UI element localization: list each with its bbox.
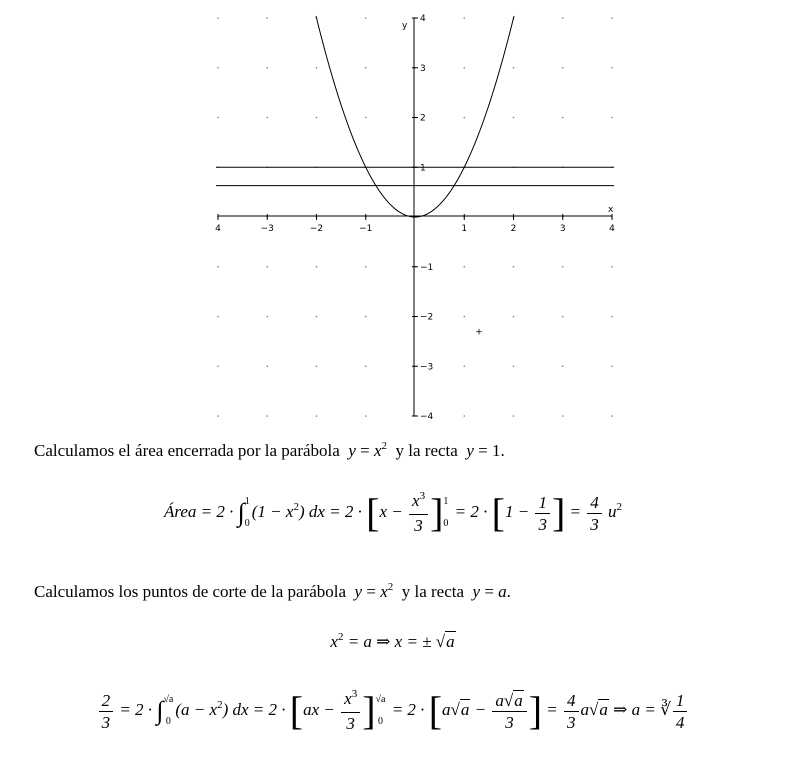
grid-dot (316, 415, 318, 417)
grid-dot (217, 67, 219, 69)
grid-dot (266, 316, 268, 318)
grid-dot (562, 266, 564, 268)
grid-dot (611, 316, 613, 318)
para1-mid: y la recta (395, 441, 458, 460)
y-axis-ticks (412, 14, 434, 422)
parabola-graph (215, 14, 615, 422)
equation-solve-a: $\frac{2}{3}$ = 2 · ∫ √a 0 $(a - x^2)$ dx = 2 · [ax − $\frac{x^3}{3}$ ] √a 0 = 2 · [a√a − $\frac{a√a}{3}$ ] = $\frac{4}{3}$ a√a ⇒ a = ∛ $\frac{1}{4}$ (0, 688, 786, 734)
x-tick-label: 4 (215, 224, 221, 234)
grid-dot (217, 266, 219, 268)
grid-dot (463, 316, 465, 318)
grid-dot (266, 117, 268, 119)
grid-dot (365, 67, 367, 69)
grid-dot (217, 316, 219, 318)
grid-dot (316, 266, 318, 268)
grid-dot (463, 117, 465, 119)
grid-dot (217, 17, 219, 19)
y-tick-label: −2 (420, 312, 434, 323)
grid-dot (611, 266, 613, 268)
grid-dot (611, 17, 613, 19)
grid-dot (365, 117, 367, 119)
x-tick-label: 2 (510, 224, 517, 234)
y-axis-label: y (402, 21, 408, 31)
y-tick-label: 3 (420, 63, 426, 74)
grid-dot (266, 415, 268, 417)
grid-dot (365, 316, 367, 318)
grid-dot (217, 365, 219, 367)
grid-dot (513, 266, 515, 268)
x-tick-label: 4 (609, 224, 615, 234)
grid-dot (217, 415, 219, 417)
grid-dot (513, 415, 515, 417)
para2-mid: y la recta (401, 582, 465, 601)
grid-dot (463, 415, 465, 417)
x-tick-label: −2 (309, 224, 324, 234)
grid-dot (513, 117, 515, 119)
grid-dot (463, 266, 465, 268)
grid-dot (316, 316, 318, 318)
para1-text: Calculamos el área encerrada por la parábola (34, 441, 340, 460)
grid-dot (365, 266, 367, 268)
y-tick-label: −1 (420, 262, 434, 273)
grid-dot (365, 365, 367, 367)
y-tick-label: 4 (420, 14, 426, 24)
grid-dot (562, 117, 564, 119)
x-tick-label: 3 (559, 224, 566, 234)
y-tick-label: −3 (420, 362, 434, 373)
equation-intersection: $x^2 = a$ ⇒ x = ± √a (330, 631, 455, 651)
grid-dot (316, 117, 318, 119)
grid-dot (316, 365, 318, 367)
grid-dot (316, 67, 318, 69)
grid-dot (562, 316, 564, 318)
grid-dot (562, 365, 564, 367)
paragraph-cut-points: Calculamos los puntos de corte de la parábola $y = x^2$ y la recta y = a. (34, 581, 511, 601)
grid-dot (611, 415, 613, 417)
grid-dot (463, 67, 465, 69)
parabola-curve (316, 16, 514, 217)
grid-dot (266, 17, 268, 19)
area-word: Área (163, 501, 197, 521)
grid-dot (365, 17, 367, 19)
y-tick-label: 2 (420, 113, 426, 124)
grid-dot (463, 17, 465, 19)
x-tick-label: −1 (359, 224, 373, 234)
equation-area: Área = 2 · ∫ 1 0 $(1 - x^2)$ dx = 2 · [x − $\frac{x^3}{3}$ ] 1 0 = 2 · [1 − $\frac{1}{3}$ ] = $\frac{4}{3}$ $u^2$ (163, 490, 622, 535)
grid-dot (611, 117, 613, 119)
grid-dot (611, 365, 613, 367)
grid-dot (562, 17, 564, 19)
para2-text: Calculamos los puntos de corte de la parábola (34, 582, 347, 601)
grid-dot (217, 117, 219, 119)
grid-dot (513, 316, 515, 318)
grid-dot (365, 415, 367, 417)
grid-dot (562, 67, 564, 69)
y-tick-label: 1 (420, 163, 426, 174)
grid-dot (266, 365, 268, 367)
grid-dot (513, 365, 515, 367)
grid-dot (266, 266, 268, 268)
x-axis-label: x (608, 205, 614, 215)
grid-dot (513, 67, 515, 69)
grid-dot (266, 67, 268, 69)
x-tick-label: −3 (260, 224, 274, 234)
x-tick-label: 1 (461, 224, 468, 234)
y-tick-label: −4 (420, 412, 434, 422)
grid-dot (463, 365, 465, 367)
paragraph-area: Calculamos el área encerrada por la parábola $y = x^2$ y la recta y = 1. (34, 440, 505, 460)
point-marker: + (475, 327, 483, 338)
grid-dot (562, 415, 564, 417)
grid-dot (611, 67, 613, 69)
